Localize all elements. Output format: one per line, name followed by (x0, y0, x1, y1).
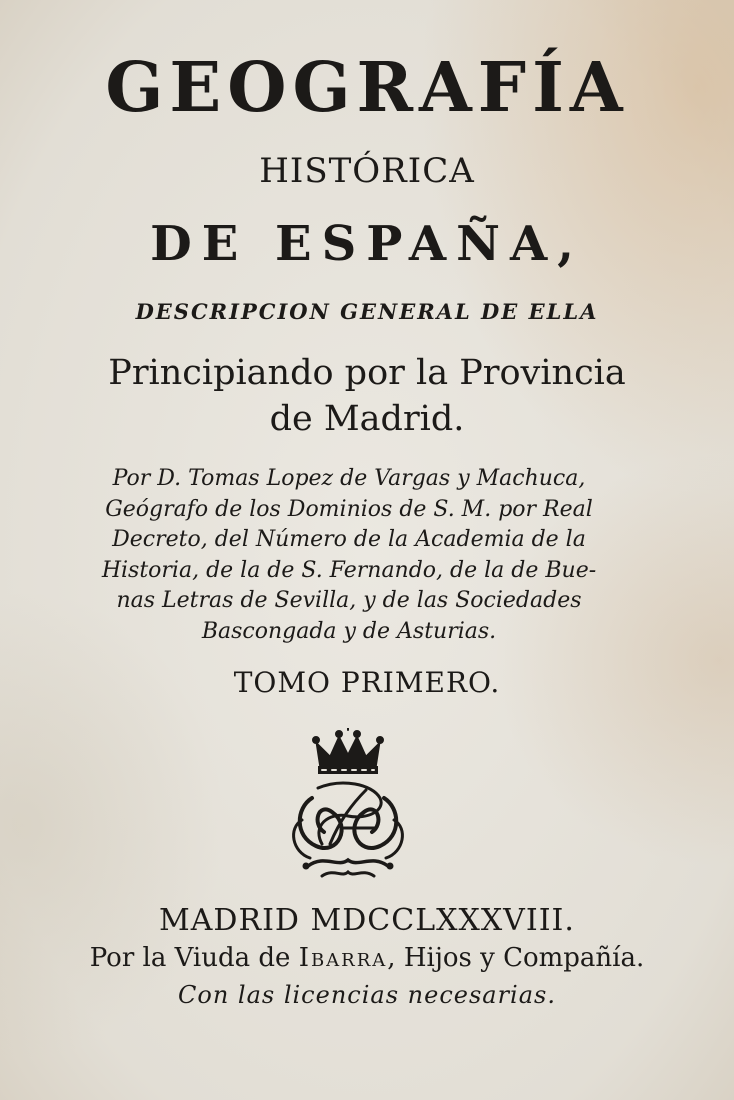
author-line: Por D. Tomas Lopez de Vargas y Machuca, (112, 466, 586, 491)
printer-prefix: Por la Viuda de (89, 943, 299, 973)
crowned-monogram-icon (282, 728, 414, 884)
author-line: Decreto, del Número de la Academia de la (112, 527, 586, 552)
principiando-line-2: de Madrid. (269, 399, 465, 439)
author-line: Geógrafo de los Dominios de S. M. por Real (105, 496, 593, 522)
author-line: nas Letras de Sevilla, y de las Sociedades (116, 588, 582, 613)
imprint-printer (0, 940, 734, 976)
imprint-licences: Con las licencias necesarias. (178, 981, 556, 1009)
author-line: Historia, de la de S. Fernando, de la de Bue- (101, 557, 597, 583)
author-block (66, 464, 632, 647)
book-title: GEOGRAFÍA (105, 48, 629, 128)
description-line: DESCRIPCION GENERAL DE ELLA (135, 299, 599, 324)
author-line: Bascongada y de Asturias. (201, 618, 497, 644)
subtitle-historica: HISTÓRICA (259, 151, 475, 191)
printer-suffix: , Hijos y Compañía. (387, 943, 645, 973)
principiando-line-1: Principiando por la Provincia (108, 353, 626, 393)
subtitle-de-espana: DE ESPAÑA, (150, 216, 584, 272)
imprint-place-year: MADRID MDCCLXXXVIII. (159, 903, 575, 938)
volume-label: TOMO PRIMERO. (233, 666, 501, 699)
printer-name: Ibarra (298, 943, 388, 973)
